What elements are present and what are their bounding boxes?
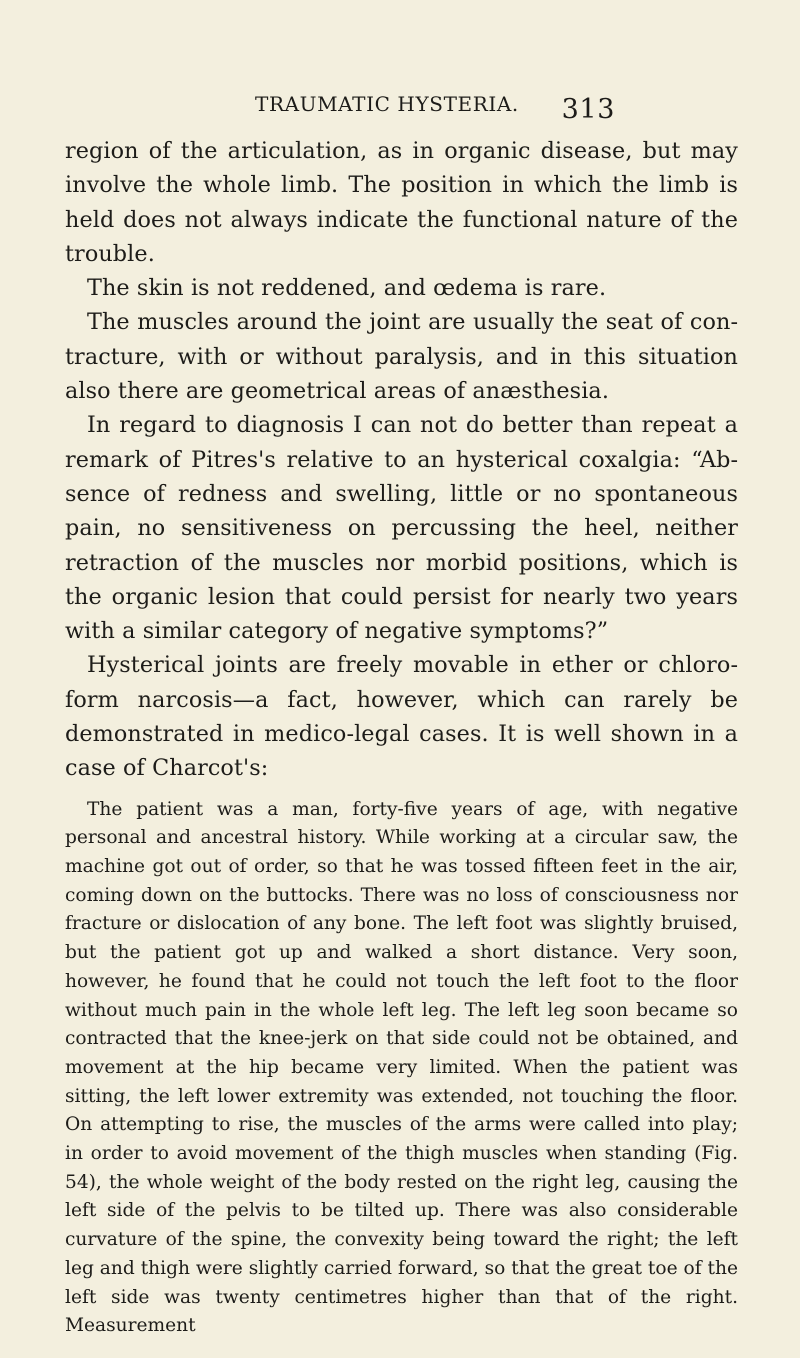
case-report-block [65,796,738,1341]
paragraph-skin: The skin is not reddened, and œdema is rare. [87,275,607,302]
paragraph-continuation: region of the articulation, as in organic disease, but may involve the whole limb. The position in which the limb is held does not always indicate the functional nature of the trouble. [65,138,738,267]
case-report-text: The patient was a man, forty-five years of age, with negative personal and ancestral history. While working at a circular saw, the machine got out of order, so that he was tossed fifteen feet in the air, coming down on the buttocks. There was no loss of consciousness nor fracture or dislocation of any bone. The left foot was slightly bruised, but the patient got up and walked a short distance. Very soon, however, he found that he could not touch the left foot to the floor without much pain in the whole left leg. The left leg soon became so contracted that the knee-jerk on that side could not be obtained, and movement at the hip became very limited. When the patient was sitting, the left lower extremity was extended, not touching the floor. On attempting to rise, the muscles of the arms were called into play; in order to avoid movement of the thigh muscles when standing (Fig. 54), the whole weight of the body rested on the right leg, causing the left side of the pelvis to be tilted up. There was also considerable curvature of the spine, the convexity being toward the right; the left leg and thigh were slightly carried forward, so that the great toe of the left side was twenty centimetres higher than that of the right. Measurement [65,798,738,1337]
body-text [65,134,738,1341]
page-number: 313 [561,94,615,125]
running-title: TRAUMATIC HYSTERIA. [255,92,519,116]
paragraph-muscles: The muscles around the joint are usually the seat of contracture, with or without paralysis, and in this situation also there are geometrical areas of anæsthesia. [65,309,738,405]
paragraph-diagnosis: In regard to diagnosis I can not do better than repeat a remark of Pitres's relative to an hysterical coxalgia: “Absence of redness and swelling, little or no spontaneous pain, no sensitiveness on percussing the heel, neither retraction of the muscles nor morbid positions, which is the organic lesion that could persist for nearly two years with a similar category of negative symptoms?” [65,412,738,645]
running-header [255,92,615,126]
paragraph-hysterical-joints: Hysterical joints are freely movable in ether or chloroform narcosis—a fact, however, which can rarely be demonstrated in medico-legal cases. It is well shown in a case of Charcot's: [65,652,738,782]
